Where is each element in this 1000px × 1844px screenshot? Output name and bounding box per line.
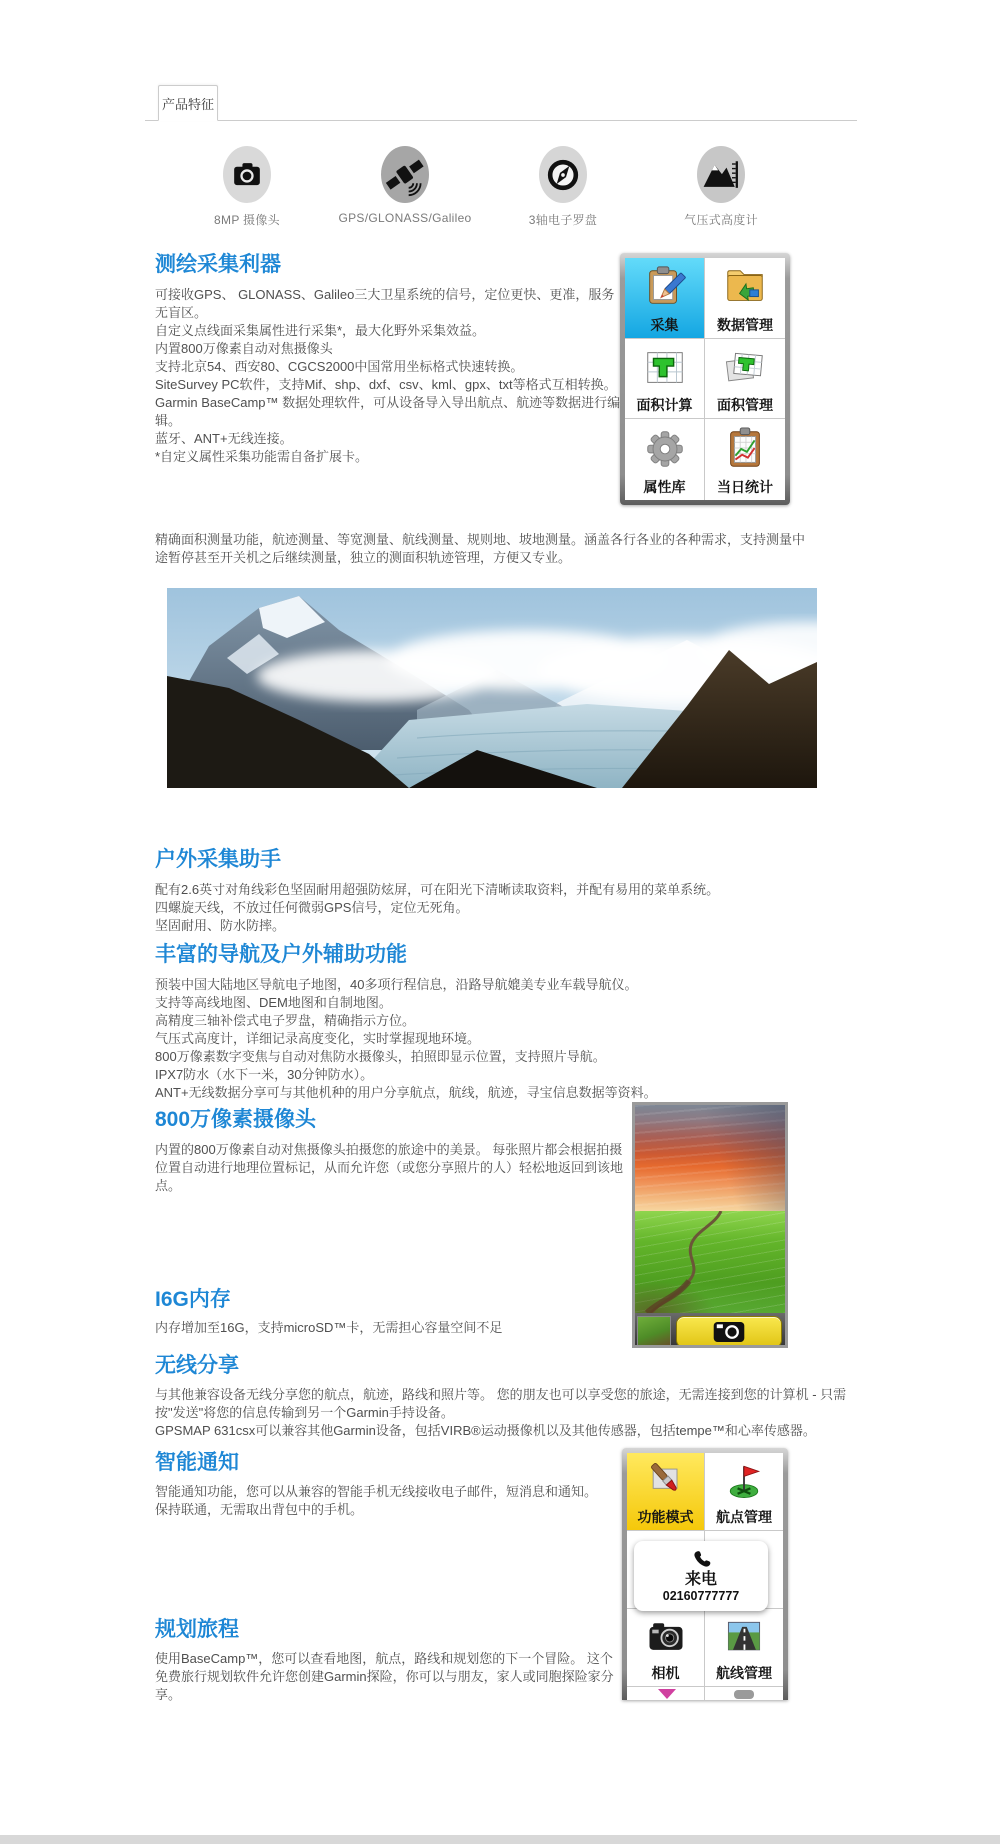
partial-icon (724, 1687, 764, 1699)
section-body-8mp-camera (155, 1141, 625, 1195)
section-body-notifications (155, 1483, 613, 1519)
section-heading-trip-planning: 规划旅程 (155, 1618, 239, 1641)
paragraph-line: SiteSurvey PC软件，支持Mif、shp、dxf、csv、kml、gpx、txt等格式互相转换。 (155, 377, 617, 392)
device-screenshot-collection-menu (620, 253, 790, 505)
section-body-memory (155, 1319, 625, 1337)
paragraph-line: 自定义点线面采集属性进行采集*，最大化野外采集效益。 (155, 323, 486, 338)
camera-screenshot (632, 1102, 788, 1348)
camera-toolbar (635, 1313, 785, 1348)
feature-gps (325, 146, 485, 225)
section-heading-notifications: 智能通知 (155, 1451, 239, 1474)
compass-icon (539, 146, 587, 203)
paragraph-line: 内置的800万像素自动对焦摄像头拍摄您的旅途中的美景。 每张照片都会根据拍摄位置自动进行地理位置标记，从而允许您（或您分享照片的人）轻松地返回到该地点。 (155, 1142, 624, 1193)
device-tile-label: 航点管理 (716, 1509, 772, 1525)
clipboard-pencil-icon (642, 258, 688, 317)
section-body-trip-planning (155, 1650, 617, 1704)
device-tile-label: 航线管理 (716, 1665, 772, 1681)
partial-icon (646, 1687, 686, 1699)
glacier-landscape-photo (167, 588, 817, 788)
incoming-call-card (634, 1541, 768, 1611)
feature-label: 气压式高度计 (684, 213, 758, 227)
page-bottom-divider (0, 1835, 1000, 1844)
section-heading-outdoor-assistant: 户外采集助手 (155, 848, 281, 871)
device-tile-daily-stats (705, 419, 785, 500)
device-tile-waypoints (705, 1453, 783, 1531)
route-icon (722, 1609, 766, 1665)
tab-product-features[interactable]: 产品特征 (158, 85, 218, 121)
paragraph-line: 支持北京54、西安80、CGCS2000中国常用坐标格式快速转换。 (155, 359, 524, 374)
device-screenshot-notification (622, 1448, 788, 1700)
section-body-outdoor-assistant (155, 881, 855, 935)
paragraph-line: 使用BaseCamp™，您可以查看地图，航点，路线和规划您的下一个冒险。 这个免费旅行规划软件允许您创建Garmin探险，你可以与朋友，家人或同胞探险家分享。 (155, 1651, 614, 1702)
section-heading-wireless: 无线分享 (155, 1354, 239, 1377)
paragraph-line: 蓝牙、ANT+无线连接。 (155, 431, 293, 446)
device-tile-label: 面积计算 (636, 397, 693, 414)
feature-compass (483, 146, 643, 228)
feature-label: 8MP 摄像头 (214, 213, 280, 227)
section-body-surveying (155, 286, 627, 466)
device-tile-label: 当日统计 (717, 478, 773, 495)
sunset-sky-image (635, 1105, 785, 1211)
paragraph-line: 配有2.6英寸对角线彩色坚固耐用超强防炫屏，可在阳光下清晰读取资料，并配有易用的菜单系统。 (155, 882, 720, 897)
flag-icon (722, 1453, 766, 1509)
section-heading-surveying: 测绘采集利器 (155, 253, 281, 276)
section-heading-navigation: 丰富的导航及户外辅助功能 (155, 943, 407, 966)
paragraph-line: 气压式高度计，详细记录高度变化，实时掌握现地环境。 (155, 1031, 481, 1046)
section-heading-memory: I6G内存 (155, 1288, 231, 1311)
area-calc-icon (642, 339, 688, 398)
device-tile-partial-right (705, 1687, 783, 1700)
green-field-image (635, 1211, 785, 1313)
paragraph-line: Garmin BaseCamp™ 数据处理软件，可从设备导入导出航点、航迹等数据进行编辑。 (155, 395, 621, 428)
phone-icon (690, 1549, 712, 1571)
paragraph-line: 800万像素数字变焦与自动对焦防水摄像头，拍照即显示位置，支持照片导航。 (155, 1049, 606, 1064)
section-body-navigation (155, 976, 861, 1102)
device-tile-camera (627, 1609, 705, 1687)
section-body-area-measure (155, 531, 815, 567)
gear-icon (642, 419, 688, 479)
tab-underline (145, 120, 857, 121)
paragraph-line: 高精度三轴补偿式电子罗盘，精确指示方位。 (155, 1013, 416, 1028)
device-tile-label: 面积管理 (717, 397, 773, 414)
feature-altimeter (641, 146, 801, 228)
shutter-button (676, 1316, 782, 1348)
feature-label: GPS/GLONASS/Galileo (338, 211, 472, 225)
device-tile-label: 功能模式 (637, 1509, 694, 1525)
device-tile-label: 属性库 (643, 478, 686, 495)
paragraph-line: 内置800万像素自动对焦摄像头 (155, 341, 333, 356)
device-tile-label: 相机 (651, 1665, 680, 1681)
paragraph-line: *自定义属性采集功能需自备扩展卡。 (155, 449, 369, 464)
paragraph-line: GPSMAP 631csx可以兼容其他Garmin设备，包括VIRB®运动摄像机以及其他传感器，包括tempe™和心率传感器。 (155, 1423, 816, 1438)
satellite-icon (381, 146, 429, 203)
device-tile-data-manage (705, 258, 785, 339)
device-tile-attributes (625, 419, 705, 500)
field-trail (635, 1211, 785, 1313)
section-body-wireless (155, 1386, 861, 1440)
camera-icon (699, 1319, 759, 1345)
paragraph-line: ANT+无线数据分享可与其他机种的用户分享航点，航线，航迹，寻宝信息数据等资料。 (155, 1085, 657, 1100)
device-tile-profile (627, 1453, 705, 1531)
photo-thumbnail (637, 1316, 671, 1348)
call-number: 02160777777 (662, 1588, 740, 1603)
section-heading-8mp-camera: 800万像素摄像头 (155, 1108, 317, 1131)
device-tile-label: 数据管理 (717, 316, 773, 333)
paragraph-line: 与其他兼容设备无线分享您的航点，航迹，路线和照片等。 您的朋友也可以享受您的旅途，无需连接到您的计算机 - 只需按"发送"将您的信息传输到另一个Garmin手持设备。 (155, 1387, 847, 1420)
paintbrush-icon (644, 1453, 688, 1509)
altimeter-icon (697, 146, 745, 203)
device-tile-partial-left (627, 1687, 705, 1700)
call-title: 来电 (684, 1570, 717, 1588)
paragraph-line: 可接收GPS、 GLONASS、Galileo三大卫星系统的信号，定位更快、更准，服务无盲区。 (155, 287, 615, 320)
area-manage-icon (722, 339, 768, 398)
camera-icon (223, 146, 271, 203)
paragraph-line: 四螺旋天线，不放过任何微弱GPS信号，定位无死角。 (155, 900, 469, 915)
paragraph-line: 内存增加至16G，支持microSD™卡，无需担心容量空间不足 (155, 1320, 503, 1335)
feature-label: 3轴电子罗盘 (528, 213, 598, 227)
device-tile-area-manage (705, 339, 785, 420)
device-tile-collect (625, 258, 705, 339)
feature-camera (167, 146, 327, 228)
daily-stats-icon (722, 419, 768, 479)
paragraph-line: IPX7防水（水下一米，30分钟防水）。 (155, 1067, 374, 1082)
device-tile-routes (705, 1609, 783, 1687)
paragraph-line: 预装中国大陆地区导航电子地图，40多项行程信息，沿路导航媲美专业车载导航仪。 (155, 977, 638, 992)
device-tile-label: 采集 (650, 316, 679, 333)
device-tile-area-calc (625, 339, 705, 420)
folder-icon (722, 258, 768, 317)
camera-icon (644, 1609, 688, 1665)
paragraph-line: 智能通知功能，您可以从兼容的智能手机无线接收电子邮件，短消息和通知。 保持联通，无需取出背包中的手机。 (155, 1484, 598, 1517)
paragraph-line: 精确面积测量功能，航迹测量、等宽测量、航线测量、规则地、坡地测量。涵盖各行各业的各种需求，支持测量中途暂停甚至开关机之后继续测量，独立的测面积轨迹管理，方便又专业。 (155, 532, 806, 565)
paragraph-line: 坚固耐用、防水防摔。 (155, 918, 286, 933)
paragraph-line: 支持等高线地图、DEM地图和自制地图。 (155, 995, 392, 1010)
